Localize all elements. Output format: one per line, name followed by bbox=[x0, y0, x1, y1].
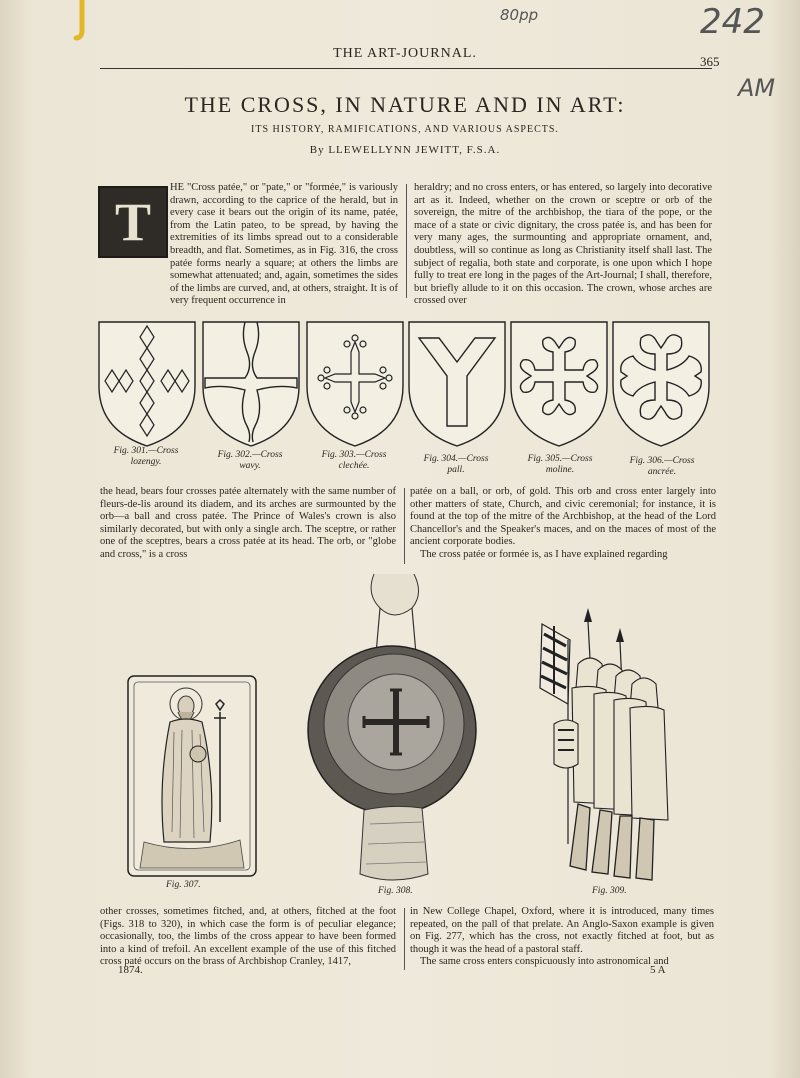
caption-fig307: Fig. 307. bbox=[166, 880, 201, 890]
shield-cross-pall bbox=[409, 322, 505, 446]
figure-307-saint bbox=[124, 672, 260, 882]
caption-name: lozengy. bbox=[130, 457, 162, 467]
text-top-left bbox=[100, 182, 398, 307]
caption-fig: Fig. 304.—Cross bbox=[423, 454, 489, 464]
yellow-clip-mark bbox=[68, 0, 98, 42]
shield-cross-clechee bbox=[307, 322, 403, 446]
shield-cross-ancree bbox=[613, 322, 709, 446]
caption-fig: Fig. 301.—Cross bbox=[113, 446, 179, 456]
article-subtitle: ITS HISTORY, RAMIFICATIONS, AND VARIOUS ASPECTS. bbox=[251, 124, 559, 135]
shield-cross-lozengy bbox=[99, 322, 195, 446]
pencil-note-initials: AM bbox=[738, 74, 776, 102]
caption-fig306 bbox=[612, 456, 712, 478]
text-bottom-left bbox=[100, 906, 396, 966]
article-title: THE CROSS, IN NATURE AND IN ART: bbox=[184, 92, 626, 117]
running-head: THE ART-JOURNAL. bbox=[333, 46, 477, 61]
caption-fig301 bbox=[96, 446, 196, 468]
pencil-note-top: 80pp bbox=[500, 6, 539, 24]
pencil-note-number: 242 bbox=[700, 2, 765, 42]
paragraph: the head, bears four crosses patée alternately with the same number of fleurs-de-lis around its diadem, and its arches are surmounted by the orb—a ball and cross patée. The Prince of Wales's crown is also similarly decorated, but with only a single arch. The sceptre, or rather one of the sceptres, bears a cross patée at its head. The orb, or "globe and cross," is a cross bbox=[100, 486, 396, 560]
paragraph: other crosses, sometimes fitched, and, at others, fitched at the foot (Figs. 318 to 320), in which case the form is of peculiar elegance; occasionally, too, the limbs of the cross appear to have been formed into a kind of trefoil. An excellent example of the use of this fitched cross paté occurs on the brass of Archbishop Cranley, 1417, bbox=[100, 906, 396, 968]
caption-fig309: Fig. 309. bbox=[592, 886, 627, 896]
footer-signature: 5 A bbox=[650, 964, 666, 976]
paragraph: patée on a ball, or orb, of gold. This orb and cross enter largely into other matters of state, Church, and civic ceremonial; for instance, it is found at the top of the mitre of the Archbishop, at the head of the Lord Chancellor's and the Speaker's maces, and on the maces of most of the ancient corporate bodies. bbox=[410, 486, 716, 548]
caption-fig: Fig. 305.—Cross bbox=[527, 454, 593, 464]
paragraph: in New College Chapel, Oxford, where it is introduced, many times repeated, on the pall of that prelate. An Anglo-Saxon example is given on Fig. 277, which has the cross, not exactly fitched at foot, but as though it was the head of a pastoral staff. bbox=[410, 906, 714, 955]
drop-cap-letter: T bbox=[114, 192, 152, 252]
caption-name: clechée. bbox=[338, 461, 370, 471]
caption-name: moline. bbox=[545, 465, 575, 475]
caption-name: pall. bbox=[447, 465, 465, 475]
column-rule-bottom bbox=[404, 908, 405, 970]
footer-year: 1874. bbox=[118, 964, 143, 976]
caption-fig: Fig. 302.—Cross bbox=[217, 450, 283, 460]
text-mid-right bbox=[410, 486, 716, 566]
header-rule bbox=[100, 68, 712, 69]
caption-fig302 bbox=[200, 450, 300, 472]
paragraph: The same cross enters conspicuously into astronomical and bbox=[420, 956, 669, 968]
caption-fig304 bbox=[406, 454, 506, 476]
caption-fig308: Fig. 308. bbox=[378, 886, 413, 896]
column-rule-top bbox=[406, 184, 407, 298]
caption-fig: Fig. 306.—Cross bbox=[629, 456, 695, 466]
page-number: 365 bbox=[700, 54, 720, 69]
paragraph: heraldry; and no cross enters, or has entered, so largely into decorative art as it. Indeed, whether on the crown or sceptre or orb of the sovereign, the mitre of the archbishop, the tiara of the pope, or the mace of a state or civic dignitary, the cross patée is, and has been for very many ages, the surmounting and appropriate ornament, and, doubtless, will so continue as long as Christianity itself shall last. The subject of regalia, both state and corporate, is one upon which I hope fully to treat ere long in the pages of the Art-Journal; I shall, therefore, but briefly allude to it on this occasion. The crown, whose arches are crossed over bbox=[414, 182, 712, 307]
paragraph: HE "Cross patée," or "pate," or "formée," is variously drawn, according to the caprice of the herald, but in every case it bears out the origin of its name, patée, from the Latin pateo, to be spread, by having the extremities of its limbs spread out to a considerable breadth, and flat. Sometimes, as in Fig. 316, the cross patée forms nearly a square; at others the limbs are somewhat attenuated; and, again, sometimes the sides of the limbs are curved, and, at others, straight. It is of very frequent occurrence in bbox=[170, 182, 398, 307]
text-bottom-right bbox=[410, 906, 714, 970]
text-mid-left bbox=[100, 486, 396, 562]
caption-name: ancrée. bbox=[647, 467, 677, 477]
shield-cross-wavy bbox=[203, 322, 299, 446]
figure-309-soldiers bbox=[524, 604, 694, 884]
article-byline: By LLEWELLYNN JEWITT, F.S.A. bbox=[309, 144, 501, 156]
shield-cross-moline bbox=[511, 322, 607, 446]
caption-fig305 bbox=[510, 454, 610, 476]
figure-308-seal bbox=[304, 574, 476, 888]
column-rule-mid bbox=[404, 488, 405, 564]
caption-name: wavy. bbox=[239, 461, 261, 471]
caption-fig303 bbox=[304, 450, 404, 472]
text-top-right bbox=[414, 182, 712, 307]
caption-fig: Fig. 303.—Cross bbox=[321, 450, 387, 460]
paragraph: The cross patée or formée is, as I have explained regarding bbox=[420, 548, 668, 560]
